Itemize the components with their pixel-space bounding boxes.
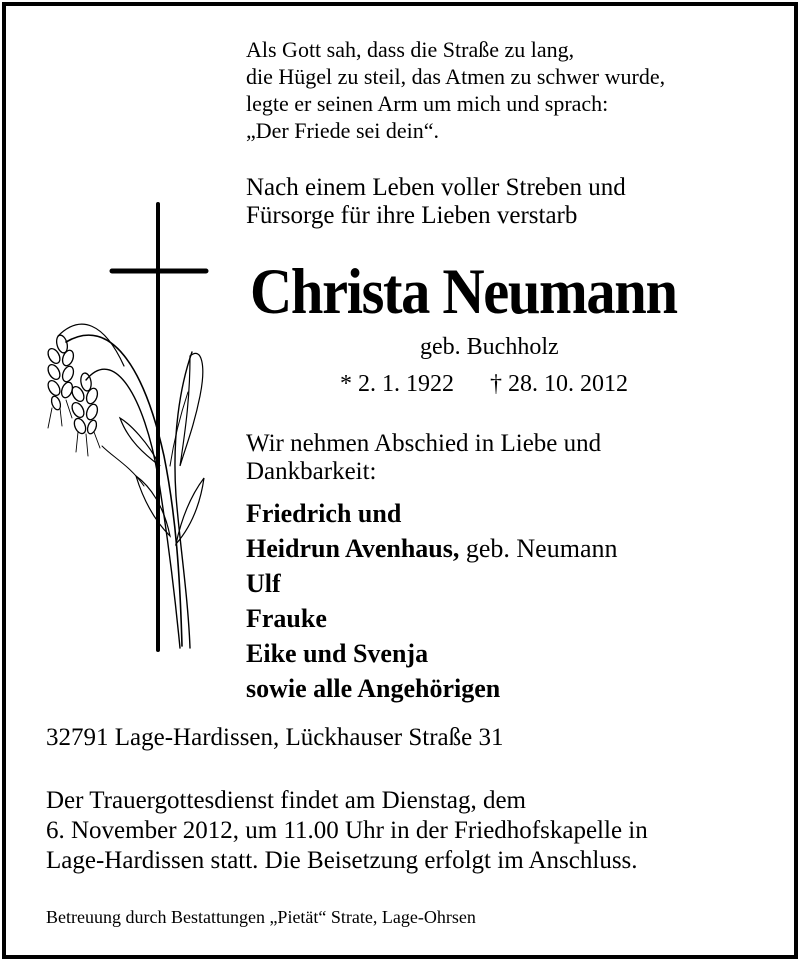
mourners-list (246, 496, 617, 706)
mourner-name: Eike und Svenja (246, 639, 429, 668)
service-line: Lage-Hardissen statt. Die Beisetzung erfolgt im Anschluss. (46, 847, 638, 874)
service-info (46, 786, 648, 876)
service-line: Der Trauergottesdienst findet am Dienstag, dem (46, 787, 527, 814)
mourner-entry (246, 601, 617, 636)
cross-and-wheat-icon (40, 196, 220, 656)
service-line: 6. November 2012, um 11.00 Uhr in der Friedhofskapelle in (46, 817, 648, 844)
poem-line: legte er seinen Arm um mich und sprach: (246, 91, 609, 116)
farewell-text (246, 430, 601, 486)
mourner-entry (246, 531, 617, 566)
poem-line: „Der Friede sei dein“. (246, 118, 440, 143)
poem-line: die Hügel zu steil, das Atmen zu schwer wurde, (246, 64, 666, 89)
mourner-name: Frauke (246, 604, 327, 633)
mourner-name: Heidrun Avenhaus, (246, 534, 460, 563)
mourner-entry (246, 671, 617, 706)
death-date: † 28. 10. 2012 (490, 371, 628, 397)
mourner-name: Ulf (246, 569, 281, 598)
intro-line: Nach einem Leben voller Streben und (246, 174, 626, 201)
poem (246, 36, 665, 144)
mourner-entry (246, 496, 617, 531)
intro-line: Fürsorge für ihre Lieben verstarb (246, 202, 578, 229)
mourner-suffix: geb. Neumann (459, 534, 618, 563)
mourner-name: sowie alle Angehörigen (246, 674, 501, 703)
farewell-line: Wir nehmen Abschied in Liebe und (246, 430, 602, 457)
mourner-entry (246, 566, 617, 601)
intro-text (246, 174, 626, 230)
funeral-home-credit: Betreuung durch Bestattungen „Pietät“ Strate, Lage-Ohrsen (46, 907, 476, 927)
birth-date: * 2. 1. 1922 (340, 371, 454, 397)
address: 32791 Lage-Hardissen, Lückhauser Straße 31 (46, 724, 504, 751)
mourner-name: Friedrich und (246, 499, 402, 528)
farewell-line: Dankbarkeit: (246, 458, 377, 485)
life-dates (340, 369, 628, 399)
mourner-entry (246, 636, 617, 671)
deceased-name: Christa Neumann (250, 256, 677, 328)
poem-line: Als Gott sah, dass die Straße zu lang, (246, 37, 575, 62)
birth-name: geb. Buchholz (420, 334, 559, 360)
